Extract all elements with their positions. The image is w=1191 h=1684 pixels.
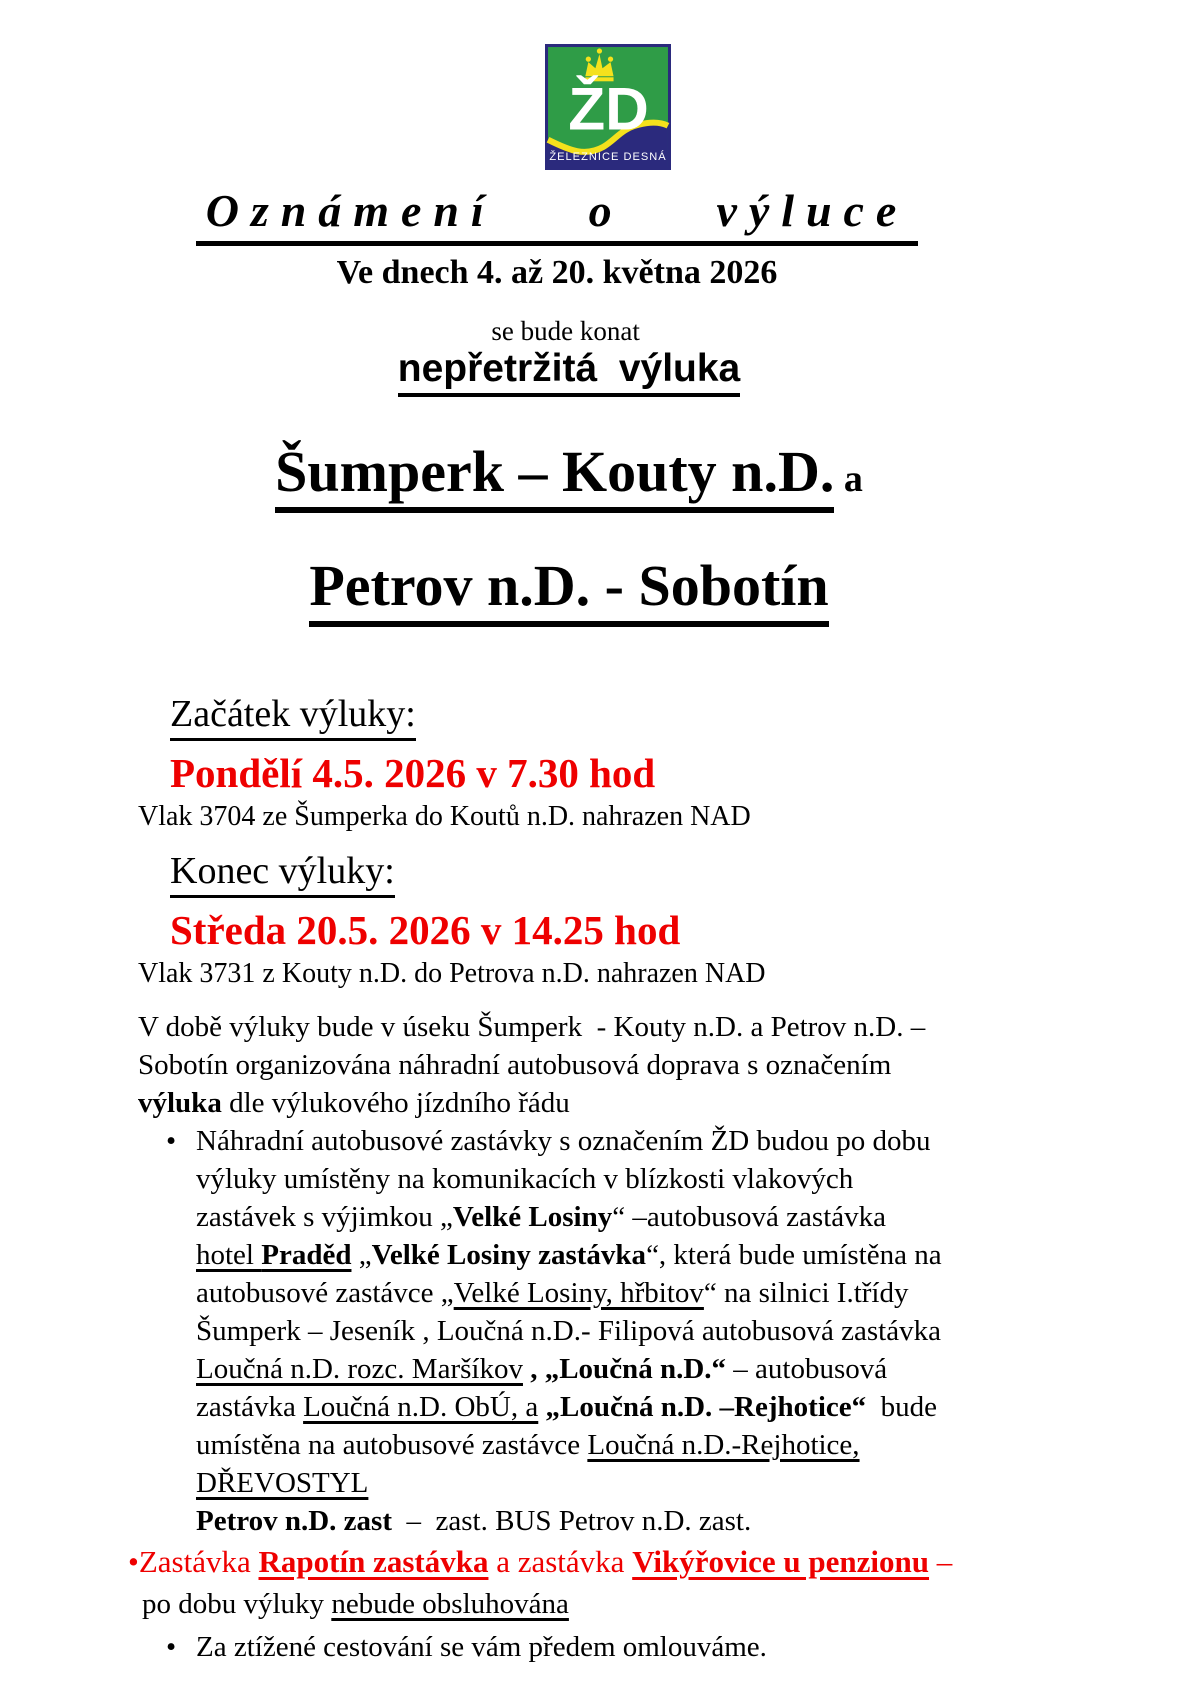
date-range: Ve dnech 4. až 20. května 2026 [336, 254, 778, 291]
body-block [128, 1008, 1098, 1666]
outage-kind: nepřetržitá výluka [398, 347, 740, 397]
bullet-icon: • [166, 1630, 177, 1663]
headline-block [0, 184, 1114, 644]
end-label: Konec výluky: [170, 849, 395, 898]
schedule-block [138, 686, 1191, 990]
not-served-line: po dobu výluky nebude obsluhována [142, 1587, 569, 1620]
outage-kind-row [0, 298, 1114, 415]
bullet-icon: • [166, 1124, 177, 1157]
route-1-row [0, 425, 1114, 529]
route-2: Petrov n.D. - Sobotín [309, 556, 828, 627]
bullet-item-apology [138, 1628, 1098, 1666]
logo-org-name: ŽELEZNICE DESNÁ [549, 150, 667, 163]
intro-paragraph: V době výluky bude v úseku Šumperk - Kouty n.D. a Petrov n.D. – Sobotín organizována náhradní autobusová doprava s označením výluka dle výlukového jízdního řádu [138, 1010, 926, 1119]
skipped-stops-line: •Zastávka Rapotín zastávka a zastávka Vikýřovice u penzionu – [128, 1543, 953, 1579]
apology-text: Za ztížené cestování se vám předem omlouváme. [196, 1630, 767, 1663]
page-title: Oznámení o výluce [196, 184, 919, 246]
route-1: Šumperk – Kouty n.D. [275, 442, 834, 513]
start-value: Pondělí 4.5. 2026 v 7.30 hod [170, 749, 656, 796]
end-value: Středa 20.5. 2026 v 14.25 hod [170, 906, 681, 953]
title-row [0, 184, 1114, 252]
route-2-row [0, 539, 1114, 643]
bullet-replacement-stops-text: Náhradní autobusové zastávky s označením ŽD budou po dobu výluky umístěny na komunikacích v blízkosti vlakových zastávek s výjimkou „Velké Losiny“ –autobusová zastávka hotel Praděd „Velké Losiny zastávka“, která bude umístěna na autobusové zastávce „Velké Losiny, hřbitov“ na silnici I.třídy Šumperk – Jeseník , Loučná n.D.- Filipová autobusová zastávka Loučná n.D. rozc. Maršíkov , „Loučná n.D.“ – autobusová zastávka Loučná n.D. ObÚ, a „Loučná n.D. –Rejhotice“ bude umístěna na autobusové zastávce Loučná n.D.-Rejhotice, DŘEVOSTYL Petrov n.D. zast – zast. BUS Petrov n.D. zast. [196, 1124, 942, 1537]
logo-container [0, 44, 1191, 170]
end-note: Vlak 3731 z Kouty n.D. do Petrova n.D. nahrazen NAD [138, 957, 766, 989]
start-note: Vlak 3704 ze Šumperka do Koutů n.D. nahrazen NAD [138, 800, 751, 832]
bullet-item-replacement-stops [138, 1122, 1098, 1540]
start-label: Začátek výluky: [170, 692, 416, 741]
outage-kind-prefix: se bude konat [491, 316, 647, 346]
zeleznice-desna-logo [545, 44, 671, 170]
route-1-suffix: a [834, 457, 863, 500]
logo-monogram: ŽD [568, 74, 649, 143]
